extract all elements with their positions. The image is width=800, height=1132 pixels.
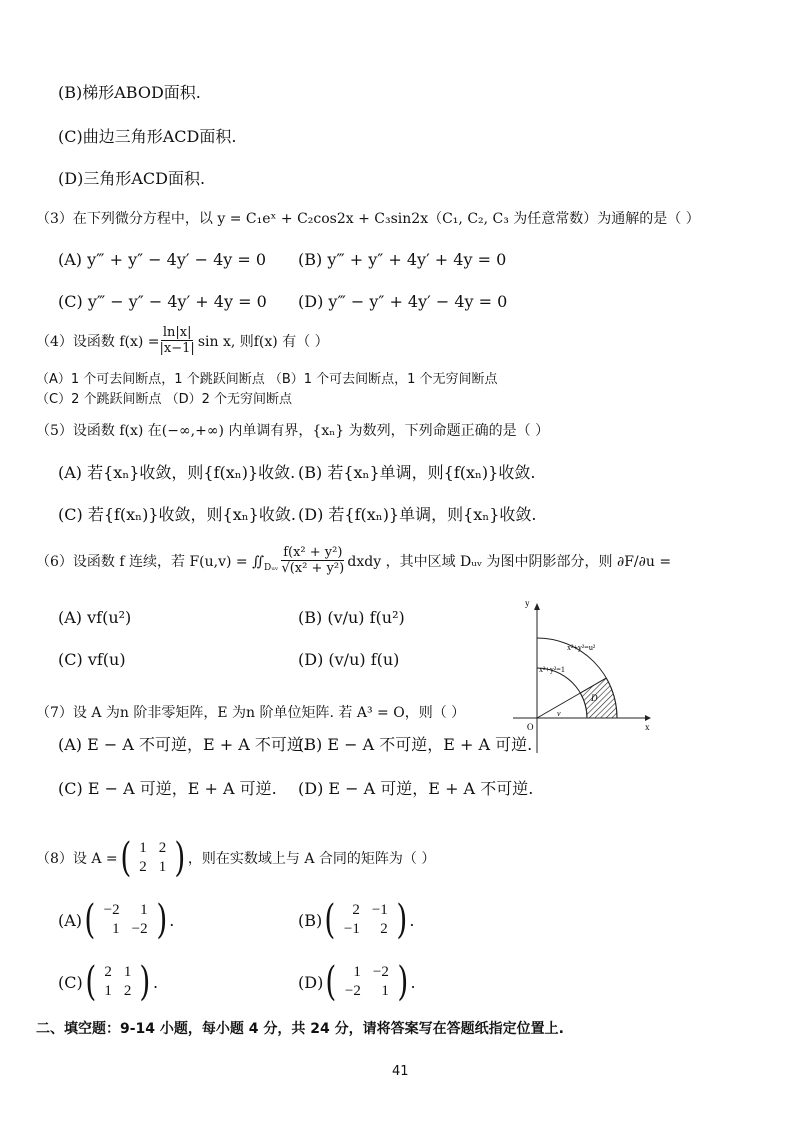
q8-option-a-label: (A) bbox=[58, 910, 83, 930]
q8-option-d-label: (D) bbox=[298, 972, 324, 992]
matrix-table bbox=[338, 901, 394, 939]
q8-option-d: (D) ( 1 −2 −2 1 ) . bbox=[298, 959, 416, 1005]
q4-stem-post: sin x, 则f(x) 有（ ） bbox=[197, 333, 329, 350]
q7-option-a: (A) E − A 不可逆，E + A 不可逆. bbox=[58, 735, 309, 754]
outer-curve-label: x²+y²=u² bbox=[567, 643, 596, 652]
q5-stem: （5）设函数 f(x) 在(−∞,+∞) 内单调有界，{xₙ} 为数列，下列命题正确的是（ ） bbox=[36, 423, 550, 439]
matrix-entry: 1 bbox=[353, 964, 361, 980]
q6-option-b: (B) (v/u) f(u²) bbox=[298, 608, 405, 627]
q6-stem-post: dxdy ，其中区域 Dᵤᵥ 为图中阴影部分，则 ∂F/∂u = bbox=[347, 553, 672, 570]
matrix-entry: 1 bbox=[104, 983, 112, 999]
matrix-row bbox=[98, 963, 137, 982]
matrix-left-paren: ( bbox=[325, 959, 337, 1005]
q4-options-line1: （A）1 个可去间断点，1 个跳跃间断点 （B）1 个可去间断点，1 个无穷间断点 bbox=[36, 372, 498, 387]
matrix-row bbox=[98, 982, 137, 1001]
q6-option-c: (C) vf(u) bbox=[58, 650, 126, 669]
page-number: 41 bbox=[392, 1064, 409, 1079]
matrix-right-paren: ) bbox=[396, 897, 408, 943]
q6-fraction bbox=[281, 545, 344, 576]
q5-option-a: (A) 若{xₙ}收敛，则{f(xₙ)}收敛. bbox=[58, 463, 296, 482]
q3-option-c: (C) y‴ − y″ − 4y′ + 4y = 0 bbox=[58, 292, 267, 311]
matrix-entry: 2 bbox=[104, 964, 112, 980]
matrix-table bbox=[339, 963, 395, 1001]
matrix-entry: 2 bbox=[123, 983, 132, 999]
q6-option-a: (A) vf(u²) bbox=[58, 608, 132, 627]
q3-option-a: (A) y‴ + y″ − 4y′ − 4y = 0 bbox=[58, 250, 267, 269]
matrix-entry: 2 bbox=[139, 859, 147, 875]
origin-label: O bbox=[527, 722, 534, 732]
q8-option-c-label: (C) bbox=[58, 972, 83, 992]
q2-option-b: (B)梯形ABOD面积. bbox=[58, 83, 201, 102]
matrix-right-paren: ) bbox=[155, 897, 167, 943]
q2-option-d: (D)三角形ACD面积. bbox=[58, 169, 206, 188]
q8-option-c: (C) ( 2 1 1 2 ) . bbox=[58, 959, 159, 1005]
matrix-row bbox=[98, 920, 154, 939]
matrix-entry: 1 bbox=[158, 859, 167, 875]
q8-option-b: (B) ( 2 −1 −1 2 ) . bbox=[298, 897, 415, 943]
matrix-entry: −2 bbox=[131, 921, 148, 937]
matrix-left-paren: ( bbox=[119, 835, 131, 881]
q3-stem: （3）在下列微分方程中，以 y = C₁eˣ + C₂cos2x + C₃sin2x（C₁, C₂, C₃ 为任意常数）为通解的是（ ） bbox=[36, 211, 700, 227]
matrix-row bbox=[133, 858, 172, 877]
q8-option-a: (A) ( −2 1 1 −2 ) . bbox=[58, 897, 175, 943]
q5-option-d: (D) 若{f(xₙ)}单调，则{xₙ}收敛. bbox=[298, 505, 537, 524]
q6-option-d: (D) (v/u) f(u) bbox=[298, 650, 400, 669]
q3-option-b: (B) y‴ + y″ + 4y′ + 4y = 0 bbox=[298, 250, 507, 269]
angle-label: v bbox=[557, 709, 561, 718]
q5-option-b: (B) 若{xₙ}单调，则{f(xₙ)}收敛. bbox=[298, 463, 536, 482]
matrix-right-paren: ) bbox=[174, 835, 186, 881]
q8-option-c-matrix bbox=[83, 959, 153, 1005]
matrix-entry: −1 bbox=[343, 921, 360, 937]
q8-option-a-matrix bbox=[82, 897, 169, 943]
matrix-row bbox=[338, 920, 394, 939]
shaded-region-d bbox=[580, 678, 617, 718]
q6-region-subscript: Dᵤᵥ bbox=[264, 562, 279, 573]
q6-denominator: √(x² + y²) bbox=[281, 561, 345, 576]
region-label: D bbox=[591, 693, 598, 703]
matrix-entry: −2 bbox=[344, 983, 361, 999]
q6-stem bbox=[36, 545, 671, 576]
q8-option-b-label: (B) bbox=[298, 910, 323, 930]
q8-option-d-matrix bbox=[323, 959, 410, 1005]
matrix-left-paren: ( bbox=[324, 897, 336, 943]
q4-numerator: ln|x| bbox=[162, 325, 192, 340]
matrix-row bbox=[339, 982, 395, 1001]
q4-options-line2: （C）2 个跳跃间断点 （D）2 个无穷间断点 bbox=[36, 392, 293, 407]
section-2-heading: 二、填空题：9-14 小题，每小题 4 分，共 24 分，请将答案写在答题纸指定位置上. bbox=[36, 1021, 564, 1037]
x-axis-arrow-icon bbox=[645, 715, 651, 721]
q8-stem bbox=[36, 835, 436, 881]
matrix-row bbox=[339, 963, 395, 982]
q4-fraction bbox=[160, 325, 195, 356]
q7-option-c: (C) E − A 可逆，E + A 可逆. bbox=[58, 779, 277, 798]
x-axis-label: x bbox=[645, 722, 650, 732]
q4-stem bbox=[36, 325, 329, 356]
q7-stem: （7）设 A 为n 阶非零矩阵，E 为n 阶单位矩阵. 若 A³ = O，则（ ） bbox=[36, 705, 466, 721]
matrix-entry: −2 bbox=[103, 902, 120, 918]
q4-denominator: |x−1| bbox=[159, 341, 195, 356]
matrix-entry: 1 bbox=[112, 921, 120, 937]
matrix-row bbox=[338, 901, 394, 920]
q2-option-c: (C)曲边三角形ACD面积. bbox=[58, 127, 237, 146]
y-axis-label: y bbox=[525, 598, 530, 608]
matrix-entry: −1 bbox=[371, 902, 388, 918]
matrix-entry: 2 bbox=[380, 921, 388, 937]
matrix-left-paren: ( bbox=[85, 959, 97, 1005]
q4-stem-pre: （4）设函数 f(x) = bbox=[36, 333, 160, 350]
matrix-entry: 1 bbox=[123, 964, 132, 980]
matrix-table bbox=[133, 839, 172, 877]
matrix-entry: −2 bbox=[372, 964, 389, 980]
matrix-table bbox=[98, 963, 137, 1001]
q7-option-d: (D) E − A 可逆，E + A 不可逆. bbox=[298, 779, 534, 798]
matrix-right-paren: ) bbox=[397, 959, 409, 1005]
y-axis-arrow-icon bbox=[534, 603, 540, 610]
q3-option-d: (D) y‴ − y″ + 4y′ − 4y = 0 bbox=[298, 292, 508, 311]
q8-stem-pre: （8）设 A = bbox=[36, 851, 118, 867]
matrix-entry: 1 bbox=[140, 902, 148, 918]
matrix-entry: 1 bbox=[139, 840, 147, 856]
q8-matrix bbox=[118, 835, 188, 881]
matrix-entry: 2 bbox=[352, 902, 360, 918]
q6-stem-pre: （6）设函数 f 连续，若 F(u,v) = ∬ bbox=[36, 553, 265, 570]
q8-stem-post: ，则在实数域上与 A 合同的矩阵为（ ） bbox=[187, 851, 436, 867]
q6-numerator: f(x² + y²) bbox=[283, 545, 343, 560]
matrix-left-paren: ( bbox=[84, 897, 96, 943]
matrix-entry: 1 bbox=[381, 983, 389, 999]
matrix-row bbox=[98, 901, 154, 920]
q8-option-b-matrix bbox=[322, 897, 409, 943]
q7-option-b: (B) E − A 不可逆，E + A 可逆. bbox=[298, 735, 533, 754]
q5-option-c: (C) 若{f(xₙ)}收敛，则{xₙ}收敛. bbox=[58, 505, 296, 524]
matrix-table bbox=[98, 901, 154, 939]
matrix-row bbox=[133, 839, 172, 858]
matrix-entry: 2 bbox=[158, 840, 167, 856]
inner-curve-label: x²+y²=1 bbox=[539, 665, 565, 674]
matrix-right-paren: ) bbox=[139, 959, 151, 1005]
